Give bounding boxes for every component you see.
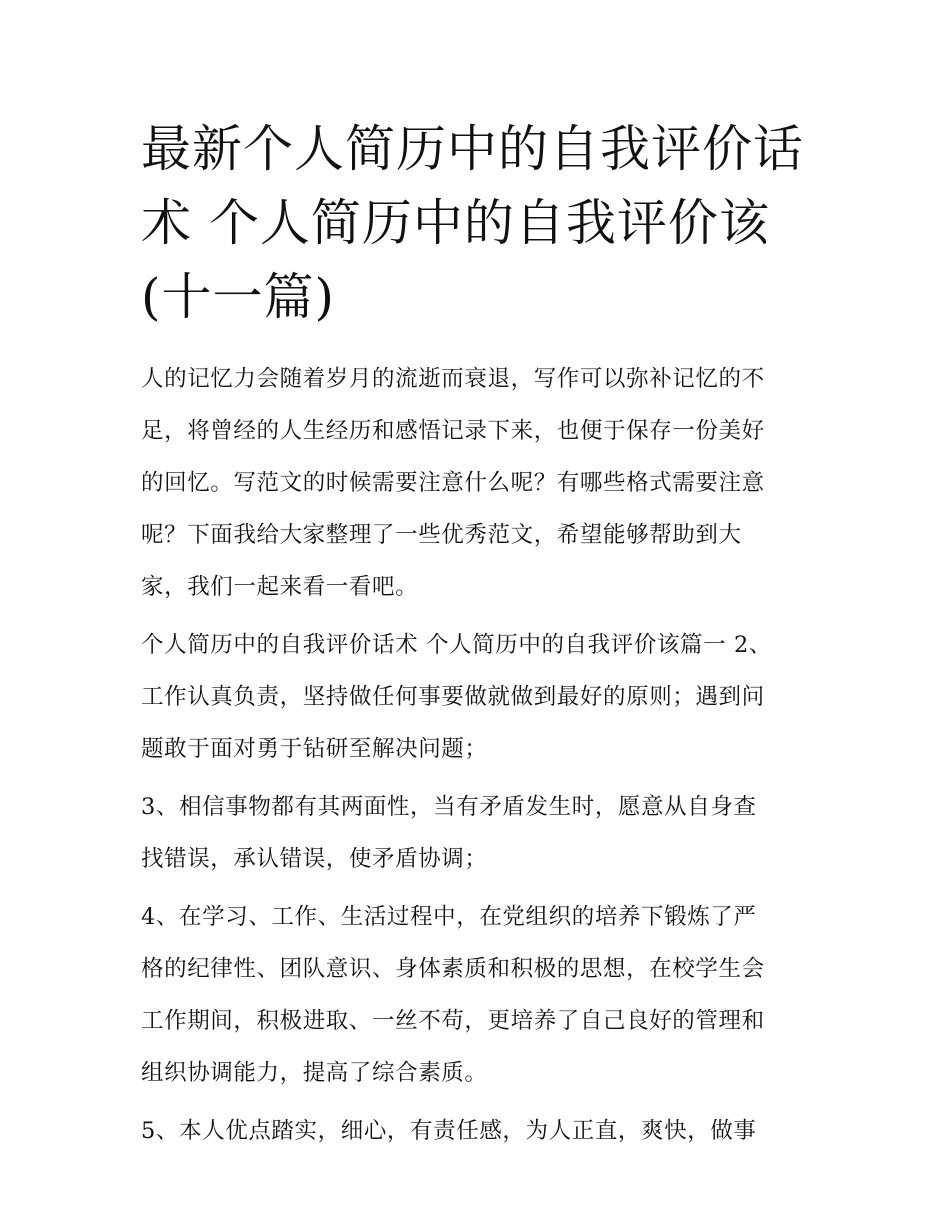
item-3-paragraph xyxy=(141,781,813,885)
text-line: 找错误，承认错误，使矛盾协调； xyxy=(141,846,488,872)
text-line: 题敢于面对勇于钻研至解决问题； xyxy=(141,736,488,762)
text-line: 4、在学习、工作、生活过程中，在党组织的培养下锻炼了严 xyxy=(141,904,757,930)
text-line: 家，我们一起来看一看吧。 xyxy=(141,574,419,600)
item-4-paragraph xyxy=(141,891,813,1099)
text-line: 工作期间，积极进取、一丝不苟，更培养了自己良好的管理和 xyxy=(141,1008,765,1034)
text-line: 足，将曾经的人生经历和感悟记录下来，也便于保存一份美好 xyxy=(141,418,765,444)
document-body xyxy=(141,353,813,1163)
text-line: 工作认真负责，坚持做任何事要做就做到最好的原则；遇到问 xyxy=(141,684,765,710)
document-title xyxy=(141,112,821,334)
text-line: 5、本人优点踏实，细心，有责任感，为人正直，爽快，做事 xyxy=(141,1118,757,1144)
text-line: 格的纪律性、团队意识、身体素质和积极的思想，在校学生会 xyxy=(141,956,765,982)
text-line: 人的记忆力会随着岁月的流逝而衰退，写作可以弥补记忆的不 xyxy=(141,366,765,392)
text-line: 组织协调能力，提高了综合素质。 xyxy=(141,1060,488,1086)
title-line-1: 最新个人简历中的自我评价话 xyxy=(141,120,804,178)
title-line-3: (十一篇) xyxy=(141,268,336,326)
text-line: 呢？下面我给大家整理了一些优秀范文，希望能够帮助到大 xyxy=(141,522,742,548)
intro-paragraph xyxy=(141,353,813,613)
title-line-2: 术 个人简历中的自我评价该 xyxy=(141,194,770,252)
section-paragraph xyxy=(141,619,813,775)
text-line: 个人简历中的自我评价话术 个人简历中的自我评价该篇一 2、 xyxy=(141,632,773,658)
text-line: 的回忆。写范文的时候需要注意什么呢？有哪些格式需要注意 xyxy=(141,470,765,496)
item-5-paragraph xyxy=(141,1105,813,1157)
text-line: 3、相信事物都有其两面性，当有矛盾发生时，愿意从自身查 xyxy=(141,794,757,820)
